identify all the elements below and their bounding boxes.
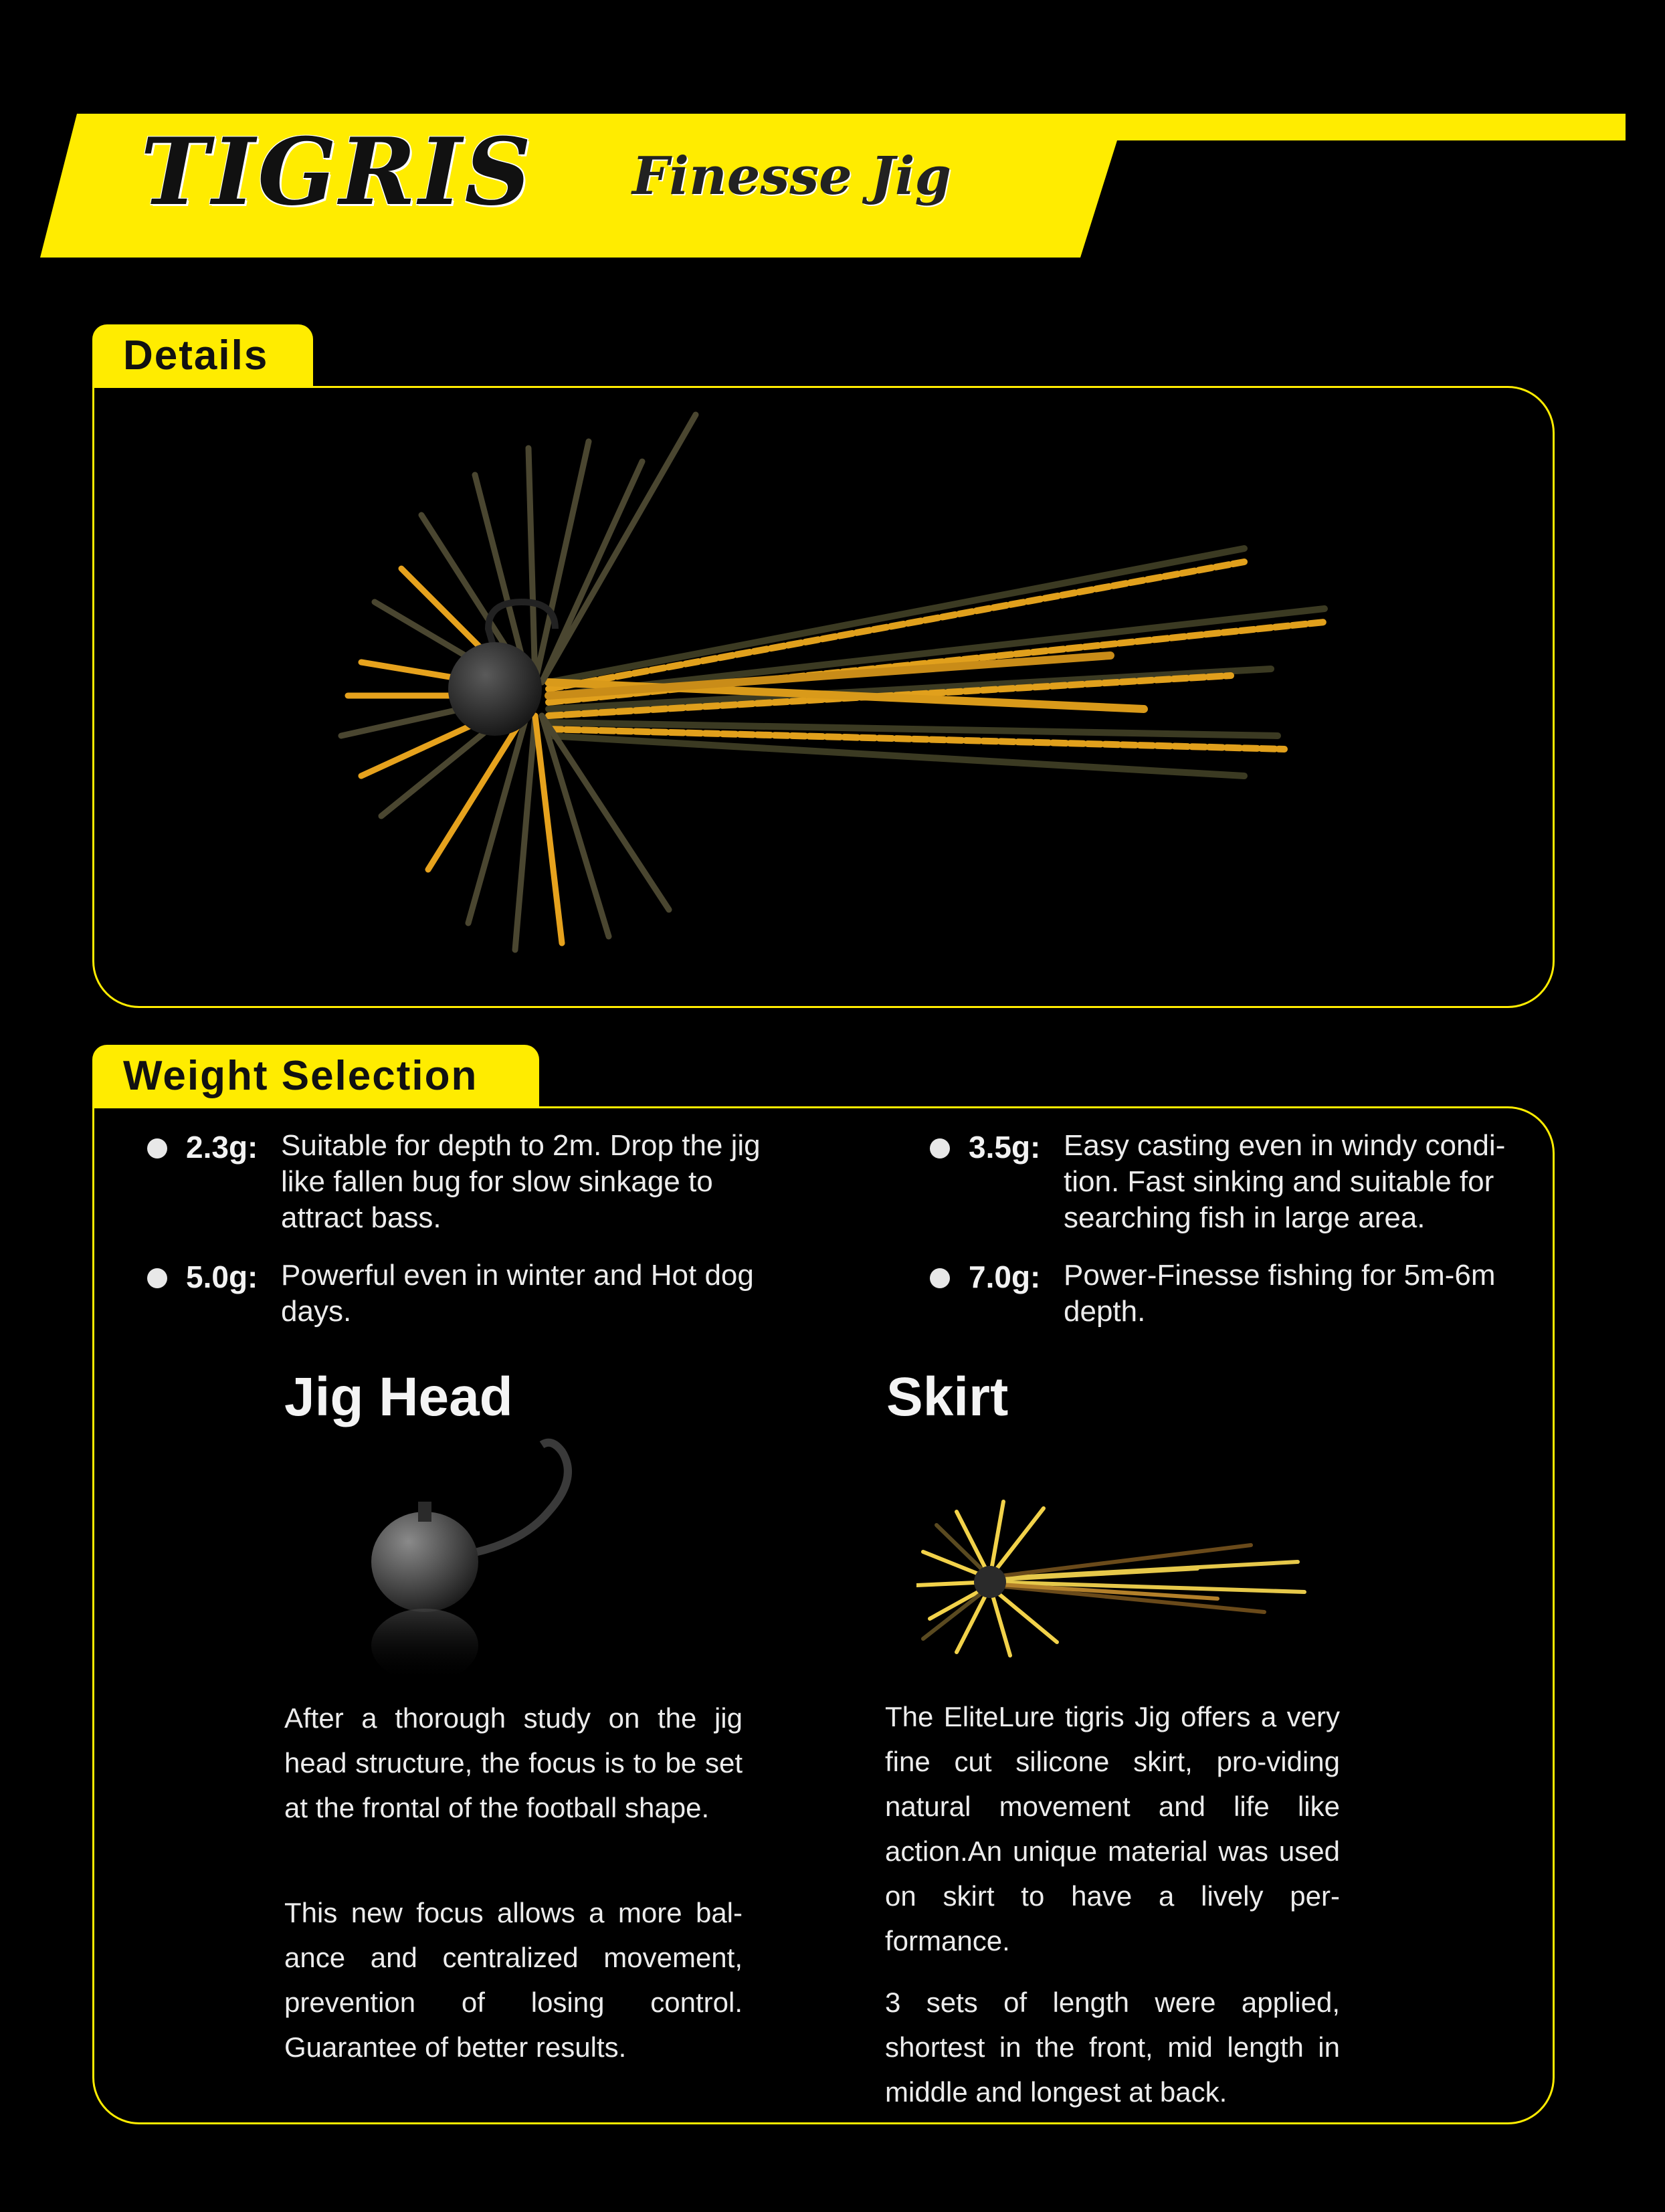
bullet-icon — [930, 1268, 950, 1288]
jig-head-paragraph: After a thorough study on the jig head structure, the focus is to be set at the frontal of the football shape. — [284, 1702, 743, 1823]
skirt-paragraph: The EliteLure tigris Jig offers a very fine cut silicone skirt, pro-viding natural movement and life like action.An unique material was used on skirt to have a lively per-formance. — [885, 1701, 1340, 1956]
weight-description: Easy casting even in windy condi-tion. Fast sinking and suitable for searching fish in large area. — [1064, 1129, 1506, 1234]
weight-description: Power-Finesse fishing for 5m-6m depth. — [1064, 1259, 1496, 1328]
weight-description: Suitable for depth to 2m. Drop the jig like fallen bug for slow sinkage to attract bass. — [281, 1129, 761, 1234]
skirt-heading: Skirt — [886, 1367, 1009, 1427]
weight-value: 2.3g: — [186, 1130, 258, 1165]
brand-title: TIGRIS — [140, 117, 534, 226]
details-tab: Details — [92, 324, 313, 388]
title-banner — [40, 114, 1626, 258]
jig-product-image — [321, 401, 1365, 990]
bullet-icon — [147, 1138, 167, 1159]
weight-selection-tab: Weight Selection — [92, 1045, 539, 1108]
bullet-icon — [930, 1138, 950, 1159]
weight-value: 3.5g: — [969, 1130, 1041, 1165]
bullet-icon — [147, 1268, 167, 1288]
weight-value: 7.0g: — [969, 1260, 1041, 1294]
jig-head-image — [348, 1438, 602, 1692]
skirt-image — [916, 1498, 1318, 1659]
jig-head-paragraph: This new focus allows a more bal-ance and centralized movement, prevention of losing control. Guarantee of better results. — [284, 1897, 743, 2063]
weight-description: Powerful even in winter and Hot dog days. — [281, 1259, 754, 1328]
jig-head-heading: Jig Head — [284, 1367, 513, 1427]
weight-value: 5.0g: — [186, 1260, 258, 1294]
product-subtitle: Finesse Jig — [632, 146, 952, 207]
skirt-paragraph: 3 sets of length were applied, shortest in the front, mid length in middle and longest at back. — [885, 1987, 1340, 2108]
